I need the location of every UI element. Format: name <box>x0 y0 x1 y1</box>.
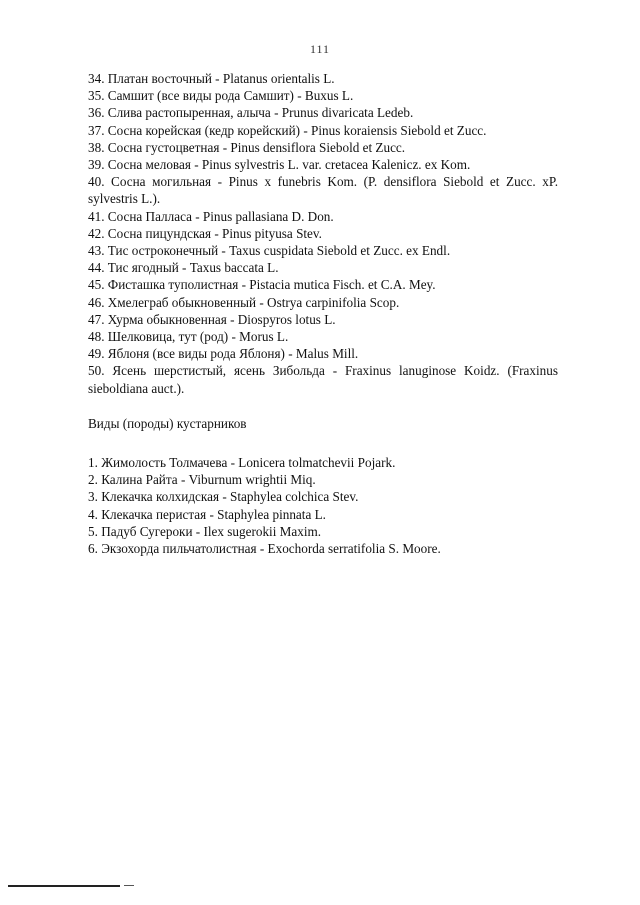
list-item: 1. Жимолость Толмачева - Lonicera tolmatchevii Pojark. <box>88 455 396 470</box>
footnote-divider <box>8 885 120 887</box>
list-item: 35. Самшит (все виды рода Самшит) - Buxus L. <box>88 88 354 104</box>
list-item: 39. Сосна меловая - Pinus sylvestris L. var. cretacea Kalenicz. ex Kom. <box>88 157 471 173</box>
list-item: 43. Тис остроконечный - Taxus cuspidata Siebold et Zucc. ex Endl. <box>88 243 451 259</box>
list-item: 40. Сосна могильная - Pinus x funebris Kom. (P. densiflora Siebold et Zucc. xP. sylvestris L.). <box>88 174 558 207</box>
list-item: 2. Калина Райта - Viburnum wrightii Miq. <box>88 472 316 488</box>
list-item: 38. Сосна густоцветная - Pinus densiflora Siebold et Zucc. <box>88 139 406 155</box>
list-item: 44. Тис ягодный - Taxus baccata L. <box>88 260 279 276</box>
list-item: 36. Слива растопыренная, алыча - Prunus divaricata Ledeb. <box>88 105 414 121</box>
list-item: 34. Платан восточный - Platanus orientalis L. <box>88 71 335 86</box>
list-item: 48. Шелковица, тут (род) - Morus L. <box>88 329 289 345</box>
list-item: 49. Яблоня (все виды рода Яблоня) - Malus Mill. <box>88 346 359 362</box>
trees-list <box>88 70 558 397</box>
section-heading-shrubs: Виды (породы) кустарников <box>88 416 247 431</box>
list-item: 45. Фисташка туполистная - Pistacia mutica Fisch. et C.A. Mey. <box>88 277 436 293</box>
list-item: 46. Хмелеграб обыкновенный - Ostrya carpinifolia Scop. <box>88 294 400 310</box>
list-item: 3. Клекачка колхидская - Staphylea colchica Stev. <box>88 489 359 505</box>
list-item: 37. Сосна корейская (кедр корейский) - Pinus koraiensis Siebold et Zucc. <box>88 122 487 138</box>
footnote-divider-tail <box>124 885 134 886</box>
list-item: 41. Сосна Палласа - Pinus pallasiana D. Don. <box>88 208 334 224</box>
list-item: 50. Ясень шерстистый, ясень Зибольда - Fraxinus lanuginose Koidz. (Fraxinus sieboldiana auct.). <box>88 363 558 396</box>
list-item: 47. Хурма обыкновенная - Diospyros lotus L. <box>88 311 336 327</box>
list-item: 6. Экзохорда пильчатолистная - Exochorda serratifolia S. Moore. <box>88 541 441 557</box>
list-item: 4. Клекачка перистая - Staphylea pinnata L. <box>88 506 326 522</box>
shrubs-list <box>88 454 558 557</box>
page-number: 111 <box>309 42 331 56</box>
list-item: 5. Падуб Сугероки - Ilex sugerokii Maxim. <box>88 523 322 539</box>
list-item: 42. Сосна пицундская - Pinus pityusa Stev. <box>88 225 322 241</box>
